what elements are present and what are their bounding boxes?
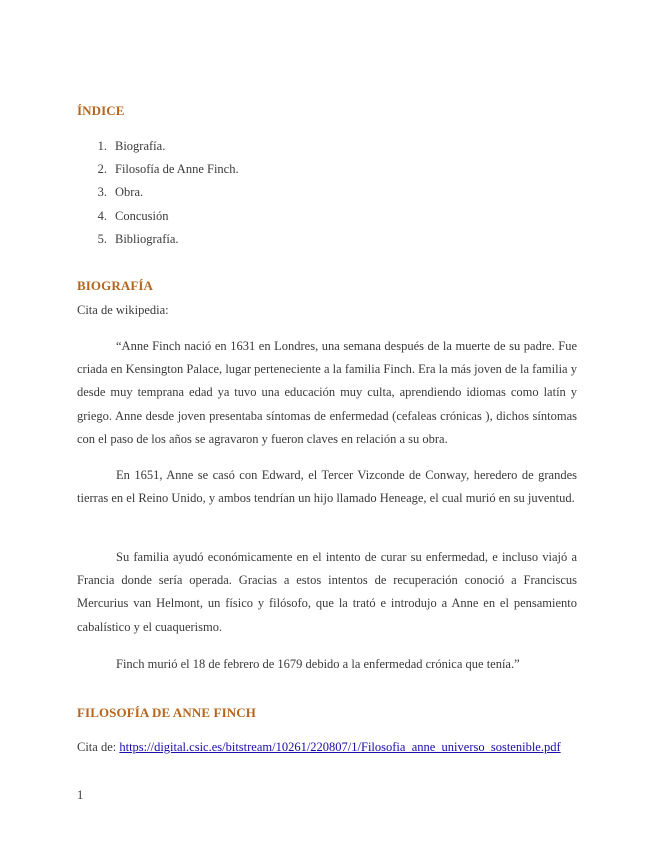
filosofia-citation-link[interactable]: https://digital.csic.es/bitstream/10261/220807/1/Filosofia_anne_universo_sostenible.pdf [119, 740, 561, 754]
biografia-paragraph: Finch murió el 18 de febrero de 1679 debido a la enfermedad crónica que tenía.” [116, 657, 520, 671]
biografia-citation: Cita de wikipedia: [77, 303, 169, 317]
toc-item [77, 183, 239, 206]
toc-item-label: Filosofía de Anne Finch. [115, 162, 239, 177]
table-of-contents [77, 137, 239, 253]
toc-item [77, 207, 239, 230]
biografia-paragraph: Su familia ayudó económicamente en el intento de curar su enfermedad, e incluso viajó a Francia donde sería operada. Gracias a estos intentos de recuperación conoció a Franciscus Mercurius van Helmont, un físico y filósofo, que la trató e introdujo a Anne en el pensamiento cabalístico y el cuaquerismo. [77, 550, 577, 634]
toc-item-label: Bibliografía. [115, 231, 179, 246]
biografia-paragraph: En 1651, Anne se casó con Edward, el Tercer Vizconde de Conway, heredero de grandes tierras en el Reino Unido, y ambos tendrían un hijo llamado Heneage, el cual murió en su juventud. [77, 468, 577, 506]
toc-item-label: Biografía. [115, 139, 166, 153]
toc-item-label: Concusión [115, 208, 169, 223]
filosofia-citation-prefix: Cita de: [77, 740, 120, 754]
biografia-paragraph: “Anne Finch nació en 1631 en Londres, una semana después de la muerte de su padre. Fue criada en Kensington Palace, lugar perteneciente a la familia Finch. Era la más joven de la familia y desde muy temprana edad ya tuvo una educación muy culta, aprendiendo idiomas como latín y griego. Anne desde joven presentaba síntomas de enfermedad (cefaleas crónicas ), dichos síntomas con el paso de los años se agravaron y fueron claves en relación a su obra. [77, 339, 577, 446]
toc-heading: ÍNDICE [77, 103, 125, 118]
toc-item [77, 160, 239, 183]
toc-item-number: 2. [97, 162, 107, 177]
filosofia-citation [77, 739, 561, 755]
toc-item [77, 137, 239, 160]
toc-item-label: Obra. [115, 185, 144, 200]
toc-item-number: 4. [97, 208, 107, 223]
page-number: 1 [77, 788, 84, 802]
filosofia-heading: FILOSOFÍA DE ANNE FINCH [77, 705, 256, 720]
toc-item-number: 5. [97, 231, 107, 246]
biografia-heading: BIOGRAFÍA [77, 278, 154, 293]
toc-item-number: 1. [97, 139, 107, 153]
toc-item [77, 230, 239, 253]
toc-item-number: 3. [97, 185, 107, 200]
